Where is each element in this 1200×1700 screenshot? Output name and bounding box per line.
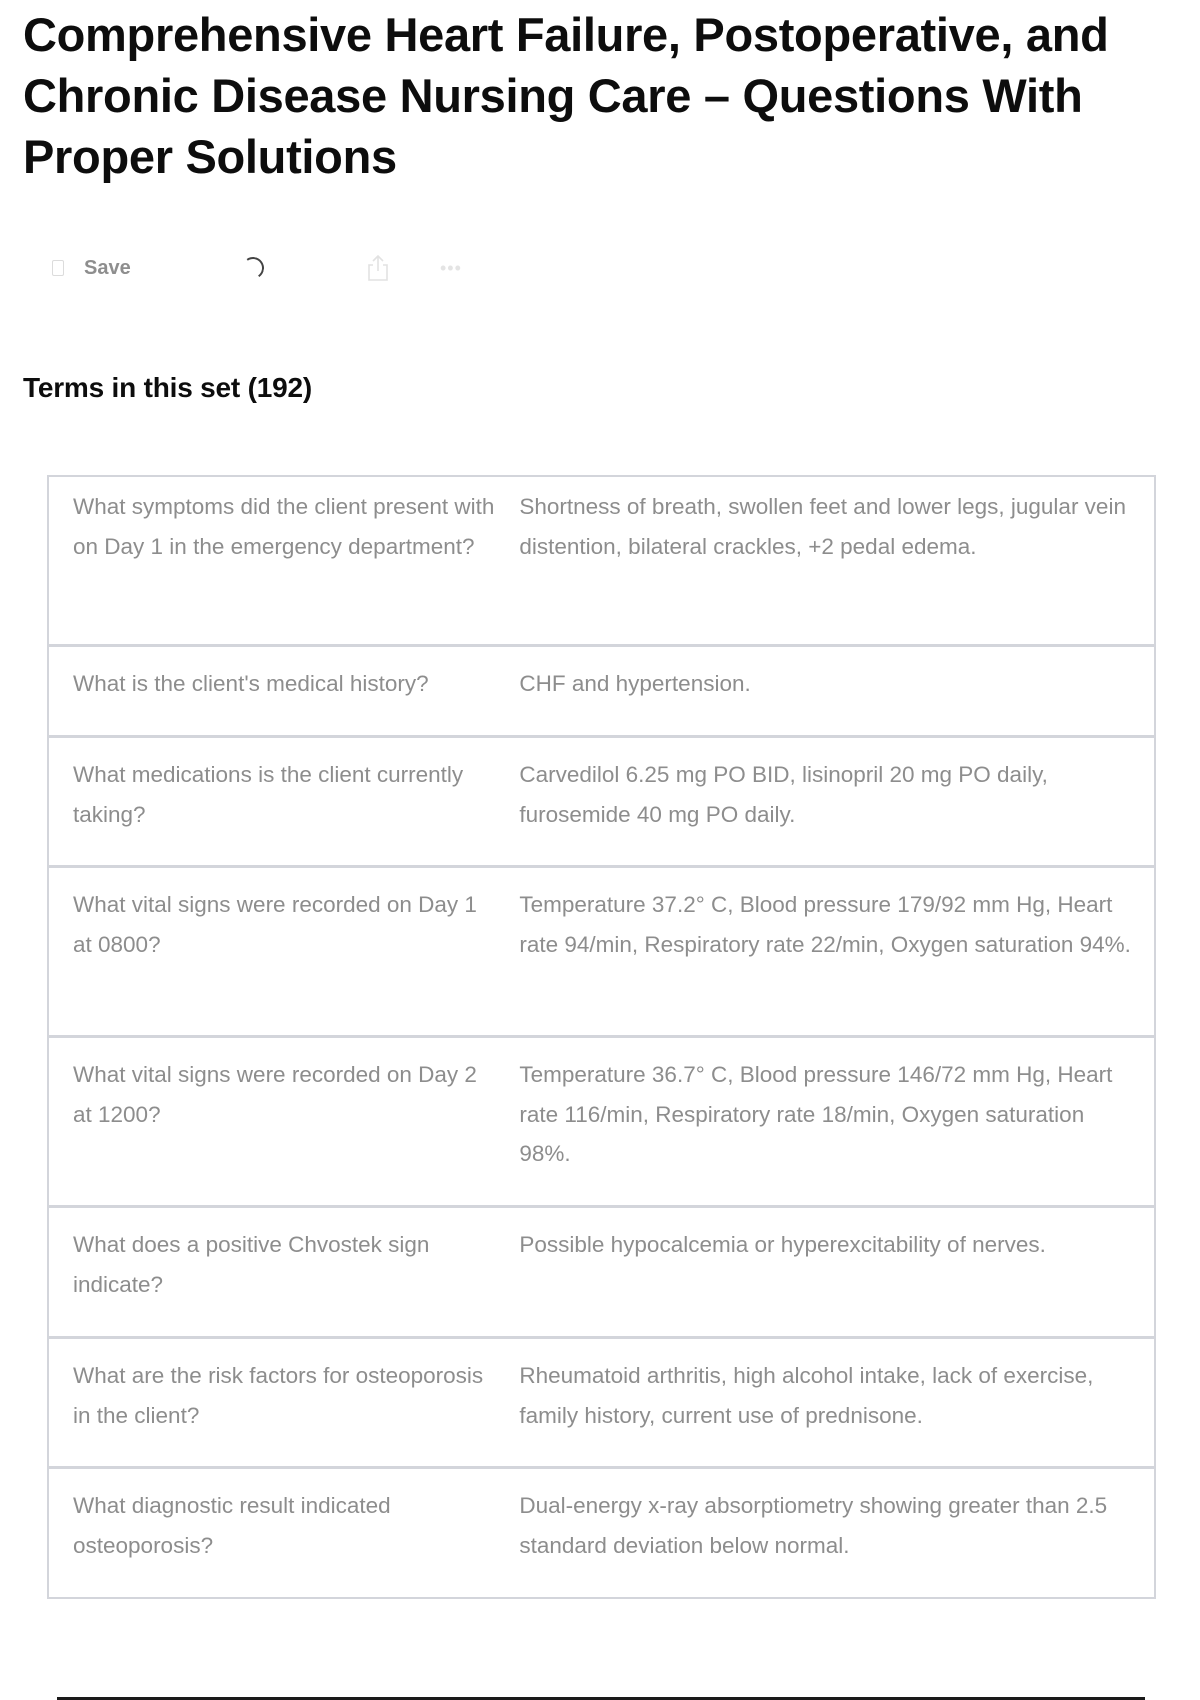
term-text: What vital signs were recorded on Day 1 at 0800?	[73, 892, 477, 957]
action-toolbar	[52, 250, 552, 286]
term-row	[49, 1208, 1154, 1339]
definition-text: Carvedilol 6.25 mg PO BID, lisinopril 20 mg PO daily, furosemide 40 mg PO daily.	[519, 762, 1048, 827]
term-text: What vital signs were recorded on Day 2 at 1200?	[73, 1062, 477, 1127]
term-row	[49, 1469, 1154, 1597]
definition-text: Temperature 36.7° C, Blood pressure 146/72 mm Hg, Heart rate 116/min, Respiratory rate 18/min, Oxygen saturation 98%.	[519, 1062, 1113, 1166]
term-row	[49, 868, 1154, 1038]
save-label: Save	[84, 256, 131, 279]
term-text: What symptoms did the client present with on Day 1 in the emergency department?	[73, 494, 495, 559]
definition-text: Possible hypocalcemia or hyperexcitability of nerves.	[519, 1232, 1046, 1257]
page-title: Comprehensive Heart Failure, Postoperative, and Chronic Disease Nursing Care – Questions With Proper Solutions	[23, 8, 1109, 183]
share-icon	[367, 254, 389, 282]
term-text: What are the risk factors for osteoporosis in the client?	[73, 1363, 484, 1428]
definition-text: Temperature 37.2° C, Blood pressure 179/92 mm Hg, Heart rate 94/min, Respiratory rate 22/min, Oxygen saturation 94%.	[519, 892, 1131, 957]
share-button[interactable]	[367, 250, 389, 286]
term-text: What diagnostic result indicated osteoporosis?	[73, 1493, 391, 1558]
save-button[interactable]	[52, 250, 131, 286]
loading-indicator	[242, 250, 264, 286]
more-options-button[interactable]	[440, 250, 462, 286]
term-row	[49, 477, 1154, 647]
term-row	[49, 1339, 1154, 1469]
term-row	[49, 738, 1154, 868]
terms-table	[47, 475, 1156, 1599]
more-options-icon: •••	[440, 258, 462, 278]
term-text: What is the client's medical history?	[73, 671, 429, 696]
definition-text: Dual-energy x-ray absorptiometry showing greater than 2.5 standard deviation below normal.	[519, 1493, 1108, 1558]
bookmark-icon	[52, 260, 64, 276]
definition-text: Rheumatoid arthritis, high alcohol intake, lack of exercise, family history, current use of prednisone.	[519, 1363, 1094, 1428]
term-row	[49, 647, 1154, 738]
term-text: What does a positive Chvostek sign indicate?	[73, 1232, 430, 1297]
term-row	[49, 1038, 1154, 1208]
loading-spinner-icon	[240, 255, 265, 280]
definition-text: CHF and hypertension.	[519, 671, 751, 696]
definition-text: Shortness of breath, swollen feet and lower legs, jugular vein distention, bilateral crackles, +2 pedal edema.	[519, 494, 1126, 559]
terms-heading: Terms in this set (192)	[23, 372, 312, 403]
term-text: What medications is the client currently taking?	[73, 762, 464, 827]
